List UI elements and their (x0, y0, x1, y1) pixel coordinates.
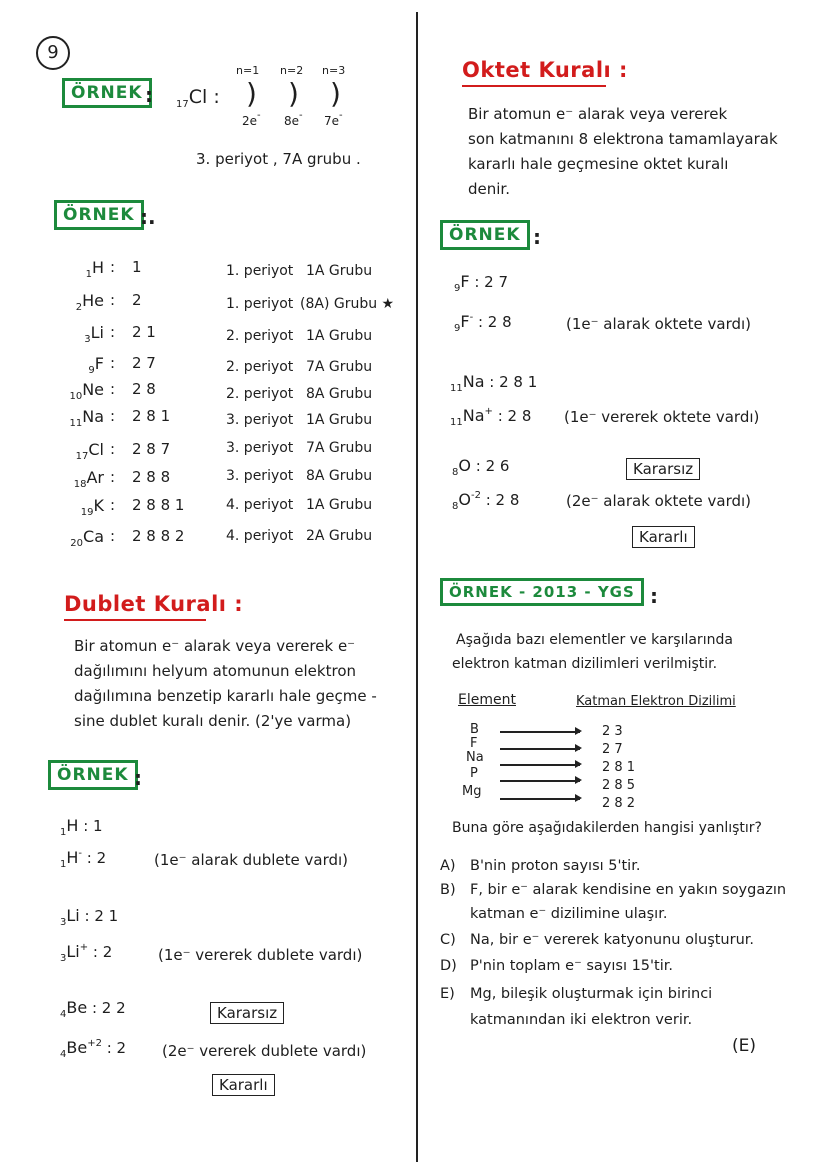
oktet-heading: Oktet Kuralı : (462, 58, 628, 82)
ornek-label-2: ÖRNEK (54, 200, 144, 230)
option-a: A) B'nin proton sayısı 5'tir. (440, 858, 641, 874)
shell-1-arc: ) (246, 77, 257, 110)
option-e: E) Mg, bileşik oluşturmak için birinci katmanından iki elektron verir. (440, 986, 713, 1028)
option-d: D) P'nin toplam e⁻ sayısı 15'tir. (440, 958, 673, 974)
shell-1-n: n=1 (236, 64, 260, 77)
ornek-colon-4: : (533, 225, 541, 249)
shell-2-arc: ) (288, 77, 299, 110)
list-item: $_3$Li+ : 2 (60, 942, 113, 964)
ornek-colon-2: :. (140, 205, 156, 229)
shell-2-n: n=2 (280, 64, 304, 77)
ornek-label-1: ÖRNEK (62, 78, 152, 108)
arrow-icon (500, 748, 580, 750)
list-item: $_{11}$Na+ : 2 8 (450, 406, 532, 428)
dublet-text: Bir atomun e⁻ alarak veya vererek e⁻ dağılımını helyum atomunun elektron dağılımına benzetip kararlı hale geçme - sine dublet kuralı denir. (2'ye varma) (74, 637, 377, 730)
list-item-note: (2e⁻ alarak oktete vardı) (566, 492, 752, 510)
ornek-label-3: ÖRNEK (48, 760, 138, 790)
list-item: $_9$F- : 2 8 (454, 312, 512, 334)
list-item-note: (2e⁻ vererek dublete vardı) (162, 1042, 367, 1060)
arrow-icon (500, 731, 580, 733)
cl-symbol: $_{17}$Cl : (176, 86, 220, 110)
question-intro-2: elektron katman dizilimleri verilmiştir. (452, 656, 718, 672)
ornek-label-4: ÖRNEK (440, 220, 530, 250)
list-item-note: (1e⁻ vererek oktete vardı) (564, 408, 760, 426)
option-c: C) Na, bir e⁻ vererek katyonunu oluşturur. (440, 932, 755, 948)
page-number: 9 (36, 36, 70, 70)
list-item-note: (1e⁻ alarak dublete vardı) (154, 851, 349, 869)
list-item: $_4Be^{+2}$ : 2 (60, 1038, 127, 1060)
list-item-note: (1e⁻ alarak oktete vardı) (566, 315, 752, 333)
list-item: $_1$H : 1 (60, 816, 103, 838)
worksheet-page: 9 ÖRNEK : $_{17}$Cl : n=1 n=2 n=3 ) ) ) 2e- 8e- 7e- 3. periyot , 7A grubu . ÖRNEK :. $_1$H : 1 1. periyot 1A Grubu $_2$He : 2 1. periyot (8A) Grubu ★ $_3$Li : 2 1 2. periyot 1A Grubu $_9$F : 2 7 2. periyot 7A Grubu $_{10}$Ne : 2 8 2. periyot 8A Grubu $_{11}$Na : 2 8 1 3. periyot 1A Grubu $_{17}$Cl : 2 8 7 3. periyot 7A Grubu $_{18}$Ar : 2 8 8 3. periyot 8A Grubu $_{19}$K : 2 8 8 1 4. periyot 1A Grubu $_{20}$Ca : 2 8 8 2 4. periyot 2A Grubu Dublet Kuralı : Bir atomun e⁻ alarak veya vererek e⁻ dağılımını helyum atomunun elektron dağılımına benzetip kararlı hale geçme - sine dublet kuralı denir. (2'ye varma) ÖRNEK : $_1$H : 1 $_1$H- : 2 (1e⁻ alarak dublete vardı) $_3$Li : 2 1 $_3$Li+ : 2 (1e⁻ vererek dublete vardı) $_4$Be : 2 2 Kararsız $_4Be^{+2}$ : 2 (2e⁻ vererek dublete vardı) Kararlı Oktet Kuralı : Bir atomun e⁻ alarak veya vererek son katmanını 8 elektrona tamamlayarak kararlı hale geçmesine oktet kuralı denir. ÖRNEK : $_9$F : 2 7 $_9$F- : 2 8 (1e⁻ alarak oktete vardı) $_{11}$Na : 2 8 1 $_{11}$Na+ : 2 8 (1e⁻ vererek oktete vardı) $_8$O : 2 6 Kararsız $_8O^{-2}$ : 2 8 (2e⁻ alarak oktete vardı) Kararlı ÖRNEK - 2013 - YGS : Aşağıda bazı elementler ve karşılarında elektron katman dizilimleri verilmiştir. Element Katman Elektron Dizilimi B 2 3 F 2 7 Na 2 8 1 P 2 8 5 Mg 2 8 2 Buna göre aşağıdakilerden hangisi yanlıştır? A) B'nin proton sayısı 5'tir. B) F, bir e⁻ alarak kendisine en yakın soygazın katman e⁻ dizilimine ulaşır. C) Na, bir e⁻ vererek katyonunu oluşturur. D) P'nin toplam e⁻ sayısı 15'tir. E) Mg, bileşik oluşturmak için birinci katmanından iki elektron verir. (E) (0, 0, 828, 1171)
oktet-underline (462, 85, 606, 87)
shell-3-e: 7e- (324, 110, 343, 128)
dublet-underline (64, 619, 206, 621)
list-item: $_1$H- : 2 (60, 848, 107, 870)
ornek-colon-3: : (134, 766, 142, 790)
list-item: $_3$Li : 2 1 (60, 906, 119, 928)
ornek-label-5: ÖRNEK - 2013 - YGS (440, 578, 644, 606)
col-config-header: Katman Elektron Dizilimi (576, 694, 736, 709)
list-item: $_9$F : 2 7 (454, 272, 509, 294)
option-b: B) F, bir e⁻ alarak kendisine en yakın soygazın katman e⁻ dizilimine ulaşır. (440, 882, 787, 922)
answer-key: (E) (732, 1036, 757, 1056)
cl-result: 3. periyot , 7A grubu . (196, 150, 361, 168)
dublet-heading: Dublet Kuralı : (64, 592, 244, 616)
ornek-colon-5: : (650, 584, 658, 608)
list-item: $_8O^{-2}$ : 2 8 (452, 490, 520, 512)
kararli-note: Kararlı (632, 526, 695, 548)
ornek-colon-1: : (145, 83, 153, 107)
shell-3-n: n=3 (322, 64, 346, 77)
list-item: $_8$O : 2 6 (452, 456, 510, 478)
question-intro-1: Aşağıda bazı elementler ve karşılarında (456, 632, 733, 648)
kararsiz-note: Kararsız (210, 1002, 284, 1024)
kararli-note: Kararlı (212, 1074, 275, 1096)
arrow-icon (500, 764, 580, 766)
column-divider (416, 12, 418, 1162)
arrow-icon (500, 780, 580, 782)
shell-1-e: 2e- (242, 110, 261, 128)
shell-2-e: 8e- (284, 110, 303, 128)
list-item-note: (1e⁻ vererek dublete vardı) (158, 946, 363, 964)
list-item: $_{11}$Na : 2 8 1 (450, 372, 538, 394)
col-element-header: Element (458, 692, 516, 708)
kararsiz-note: Kararsız (626, 458, 700, 480)
oktet-text: Bir atomun e⁻ alarak veya vererek son katmanını 8 elektrona tamamlayarak kararlı hale geçmesine oktet kuralı denir. (468, 105, 778, 198)
question-text: Buna göre aşağıdakilerden hangisi yanlıştır? (452, 820, 762, 836)
shell-3-arc: ) (330, 77, 341, 110)
list-item: $_4$Be : 2 2 (60, 998, 126, 1020)
arrow-icon (500, 798, 580, 800)
